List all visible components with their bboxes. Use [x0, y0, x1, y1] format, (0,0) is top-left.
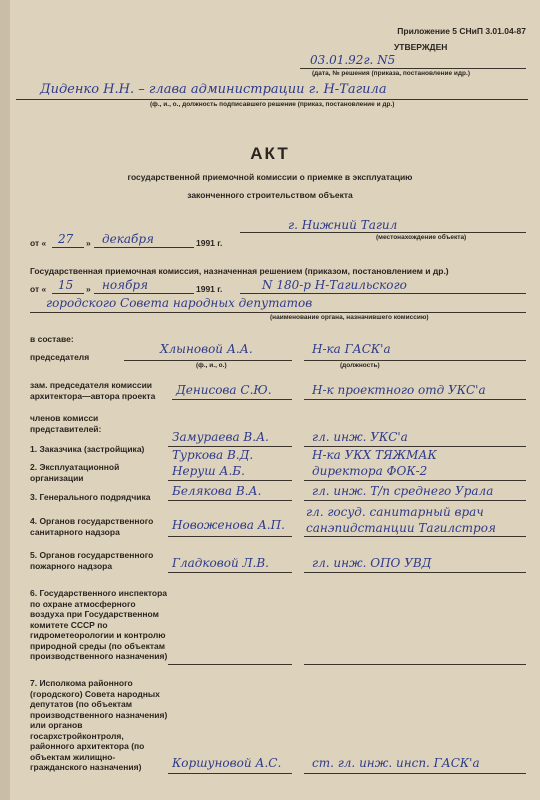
member-5-name-line	[168, 572, 292, 573]
member-4-position-handwriting: гл. госуд. санитарный врач	[306, 505, 484, 519]
commission-month-handwriting: ноября	[102, 278, 149, 292]
member-3-position-line	[304, 500, 526, 501]
composition-label: в составе:	[30, 334, 74, 344]
place-caption: (местонахождение объекта)	[376, 234, 467, 241]
chairman-label: председателя	[30, 352, 90, 362]
member-1-name-line	[168, 446, 292, 447]
member-7-position-handwriting: ст. гл. инж. инсп. ГАСК'а	[312, 756, 480, 770]
date-day-line	[52, 247, 84, 248]
signer-caption: (ф., и., о., должность подписавшего решение (приказ, постановление и др.)	[150, 101, 395, 108]
member-6-position-line	[304, 664, 526, 665]
date-month-line	[94, 247, 194, 248]
member-2-position-line	[304, 480, 526, 481]
place-handwriting: г. Нижний Тагил	[288, 218, 398, 232]
member-3-position-handwriting: гл. инж. Т/п среднего Урала	[312, 484, 494, 498]
approved-label: УТВЕРЖДЕН	[394, 42, 448, 52]
commission-order-line	[240, 293, 526, 294]
member-5-position-line	[304, 572, 526, 573]
member-7-label: 7. Исполкома районного (городского) Совета народных депутатов (по объектам производственного назначения) или органов госархстройконтроля, районного архитектора (по объектам жилищно-гражданского назначения)	[30, 678, 168, 772]
member-3-name-line	[168, 500, 292, 501]
date-year: 1991 г.	[196, 238, 223, 248]
decision-caption: (дата, № решения (приказа, постановление идр.)	[312, 70, 470, 77]
member-6-name-line	[168, 664, 292, 665]
deputy-name-handwriting: Денисова С.Ю.	[176, 383, 272, 397]
date-month-handwriting: декабря	[102, 232, 154, 246]
date-sep: »	[86, 238, 91, 248]
member-4-name-line	[168, 536, 292, 537]
chairman-name-line	[124, 360, 292, 361]
deputy-position-line	[304, 399, 526, 400]
commission-order-handwriting: N 180-р Н-Тагильского	[262, 278, 407, 292]
commission-sep: »	[86, 284, 91, 294]
deputy-label: зам. председателя комиссии архитектора—автора проекта	[30, 380, 156, 401]
commission-day-line	[52, 293, 84, 294]
fio-caption: (ф., и., о.)	[196, 362, 227, 369]
commission-year: 1991 г.	[196, 284, 223, 294]
chairman-name-handwriting: Хлыновой А.А.	[160, 342, 253, 356]
member-1-name-handwriting: Замураева В.А.	[172, 430, 269, 444]
member-2-label: 2. Эксплуатационной организации	[30, 462, 120, 483]
commission-org-line	[30, 312, 526, 313]
title-line1: государственной приемочной комиссии о приемке в эксплуатацию	[127, 172, 413, 182]
member-7-position-line	[304, 773, 526, 774]
decision-line	[300, 68, 526, 69]
chairman-position-line	[304, 360, 526, 361]
deputy-name-line	[172, 399, 292, 400]
act-title: АКТ	[250, 144, 290, 163]
member-5-position-handwriting: гл. инж. ОПО УВД	[312, 556, 432, 570]
member-5-label: 5. Органов государственного пожарного надзора	[30, 550, 154, 571]
position-caption: (должность)	[340, 362, 380, 369]
commission-org-handwriting: городского Совета народных депутатов	[46, 296, 313, 310]
member-7-name-handwriting: Коршуновой А.С.	[172, 756, 282, 770]
place-line	[240, 232, 526, 233]
chairman-position-handwriting: Н-ка ГАСК'а	[312, 342, 391, 356]
member-2-name-handwriting: Туркова В.Д.	[172, 448, 254, 462]
decision-handwriting: 03.01.92г. N5	[310, 53, 396, 67]
member-2-name2-handwriting: Неруш А.Б.	[172, 464, 245, 478]
signer-handwriting: Диденко Н.Н. – глава администрации г. Н-Тагила	[40, 82, 387, 97]
date-ot-label: от «	[30, 238, 47, 248]
member-2-name-line	[168, 480, 292, 481]
page-edge-shadow	[0, 0, 10, 800]
member-7-name-line	[168, 773, 292, 774]
signer-line	[16, 99, 528, 100]
member-1-label: 1. Заказчика (застройщика)	[30, 444, 145, 454]
member-1-position-handwriting: гл. инж. УКС'а	[312, 430, 408, 444]
member-2-position2-handwriting: директора ФОК-2	[312, 464, 428, 478]
deputy-position-handwriting: Н-к проектного отд УКС'а	[312, 383, 486, 397]
commission-month-line	[94, 293, 194, 294]
member-4-name-handwriting: Новоженова А.П.	[172, 518, 285, 532]
member-4-position2-handwriting: санэпидстанции Тагилстроя	[306, 521, 496, 535]
member-3-name-handwriting: Белякова В.А.	[172, 484, 262, 498]
member-3-label: 3. Генерального подрядчика	[30, 492, 151, 502]
commission-ot-label: от «	[30, 284, 47, 294]
member-5-name-handwriting: Гладковой Л.В.	[172, 556, 269, 570]
member-2-position-handwriting: Н-ка УКХ ТЯЖМАК	[312, 448, 437, 462]
commission-org-caption: (наименование органа, назначившего комиссию)	[270, 314, 429, 321]
commission-text: Государственная приемочная комиссия, назначенная решением (приказом, постановлением и др.)	[30, 266, 449, 276]
member-1-position-line	[304, 446, 526, 447]
members-label: членов комисси представителей:	[30, 413, 102, 434]
member-6-label: 6. Государственного инспектора по охране атмосферного воздуха при Государственном комитете СССР по гидрометеорологии и контролю природной среды (по объектам производственного назначения)	[30, 588, 168, 661]
member-4-position-line	[304, 536, 526, 537]
member-4-label: 4. Органов государственного санитарного надзора	[30, 516, 154, 537]
title-line2: законченного строительством объекта	[187, 190, 353, 200]
commission-day-handwriting: 15	[58, 278, 74, 292]
appendix-label: Приложение 5 СНиП 3.01.04-87	[397, 26, 526, 36]
date-day-handwriting: 27	[58, 232, 74, 246]
